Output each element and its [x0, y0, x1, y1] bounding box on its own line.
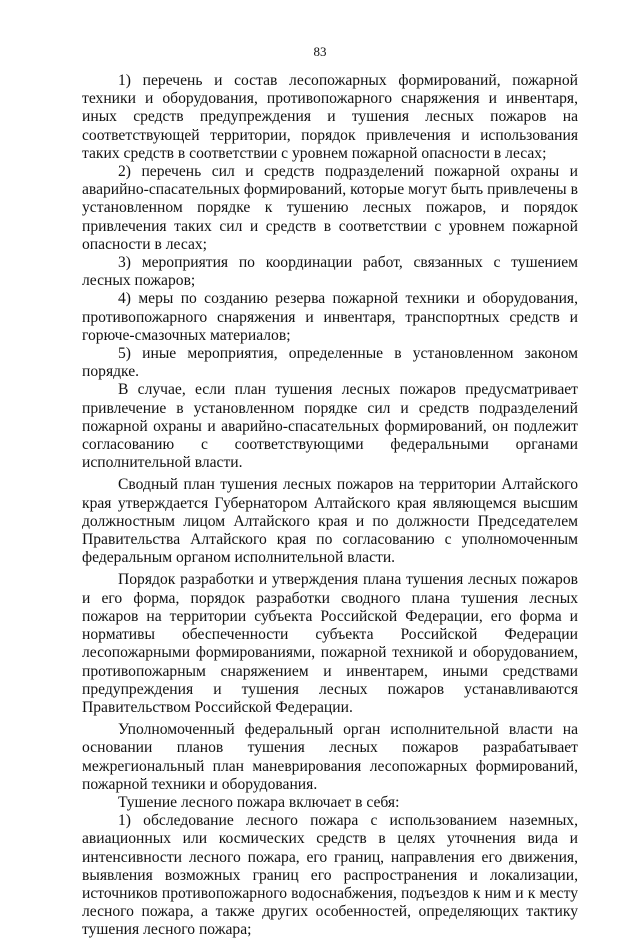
paragraph-extinguishing-includes: Тушение лесного пожара включает в себя:	[118, 793, 400, 811]
paragraph-consolidated-plan: Сводный план тушения лесных пожаров на территории Алтайского края утверждается Губернатором Алтайского края являющемся высшим должностным лицом Алтайского края и по должности Председателем Правительства Алтайского края по согласованию с уполномоченным федеральным органом исполнительной власти.	[82, 476, 578, 567]
paragraph-extinguishing-step-1: 1) обследование лесного пожара с использованием наземных, авиационных или космических средств в целях уточнения вида и интенсивности лесного пожара, его границ, направления его движения, выявления возможных границ его распространения и локализации, источников противопожарного водоснабжения, подъездов к ним и к месту лесного пожара, а также других особенностей, определяющих тактику тушения лесного пожара;	[82, 812, 578, 939]
paragraph-list-item-3: 3) мероприятия по координации работ, связанных с тушением лесных пожаров;	[82, 254, 578, 290]
paragraph-list-item-2: 2) перечень сил и средств подразделений пожарной охраны и аварийно-спасательных формирований, которые могут быть привлечены в установленном порядке к тушению лесных пожаров, и порядок привлечения таких сил и средств в соответствии с уровнем пожарной опасности в лесах;	[82, 163, 578, 253]
paragraph-list-item-1: 1) перечень и состав лесопожарных формирований, пожарной техники и оборудования, противопожарного снаряжения и инвентаря, иных средств предупреждения и тушения лесных пожаров на соответствующей территории, порядок привлечения и использования таких средств в соответствии с уровнем пожарной опасности в лесах;	[82, 72, 578, 162]
document-body	[82, 72, 578, 940]
paragraph-development-procedure: Порядок разработки и утверждения плана тушения лесных пожаров и его форма, порядок разработки сводного плана тушения лесных пожаров на территории субъекта Российской Федерации, его форма и нормативы обеспеченности субъекта Российской Федерации лесопожарными формированиями, пожарной техникой и оборудованием, противопожарным снаряжением и инвентарем, иными средствами предупреждения и тушения лесных пожаров устанавливаются Правительством Российской Федерации.	[82, 571, 578, 716]
paragraph-list-item-4: 4) меры по созданию резерва пожарной техники и оборудования, противопожарного снаряжения и инвентаря, транспортных средств и горюче-смазочных материалов;	[82, 290, 578, 344]
paragraph-interregional-plan: Уполномоченный федеральный орган исполнительной власти на основании планов тушения лесных пожаров разрабатывает межрегиональный план маневрирования лесопожарных формирований, пожарной техники и оборудования.	[82, 721, 578, 793]
paragraph-list-item-5: 5) иные мероприятия, определенные в установленном законом порядке.	[82, 345, 578, 381]
page-number: 83	[313, 44, 327, 59]
paragraph-approval-clause: В случае, если план тушения лесных пожаров предусматривает привлечение в установленном порядке сил и средств подразделений пожарной охраны и аварийно-спасательных формирований, он подлежит согласованию с соответствующими федеральными органами исполнительной власти.	[82, 381, 578, 472]
